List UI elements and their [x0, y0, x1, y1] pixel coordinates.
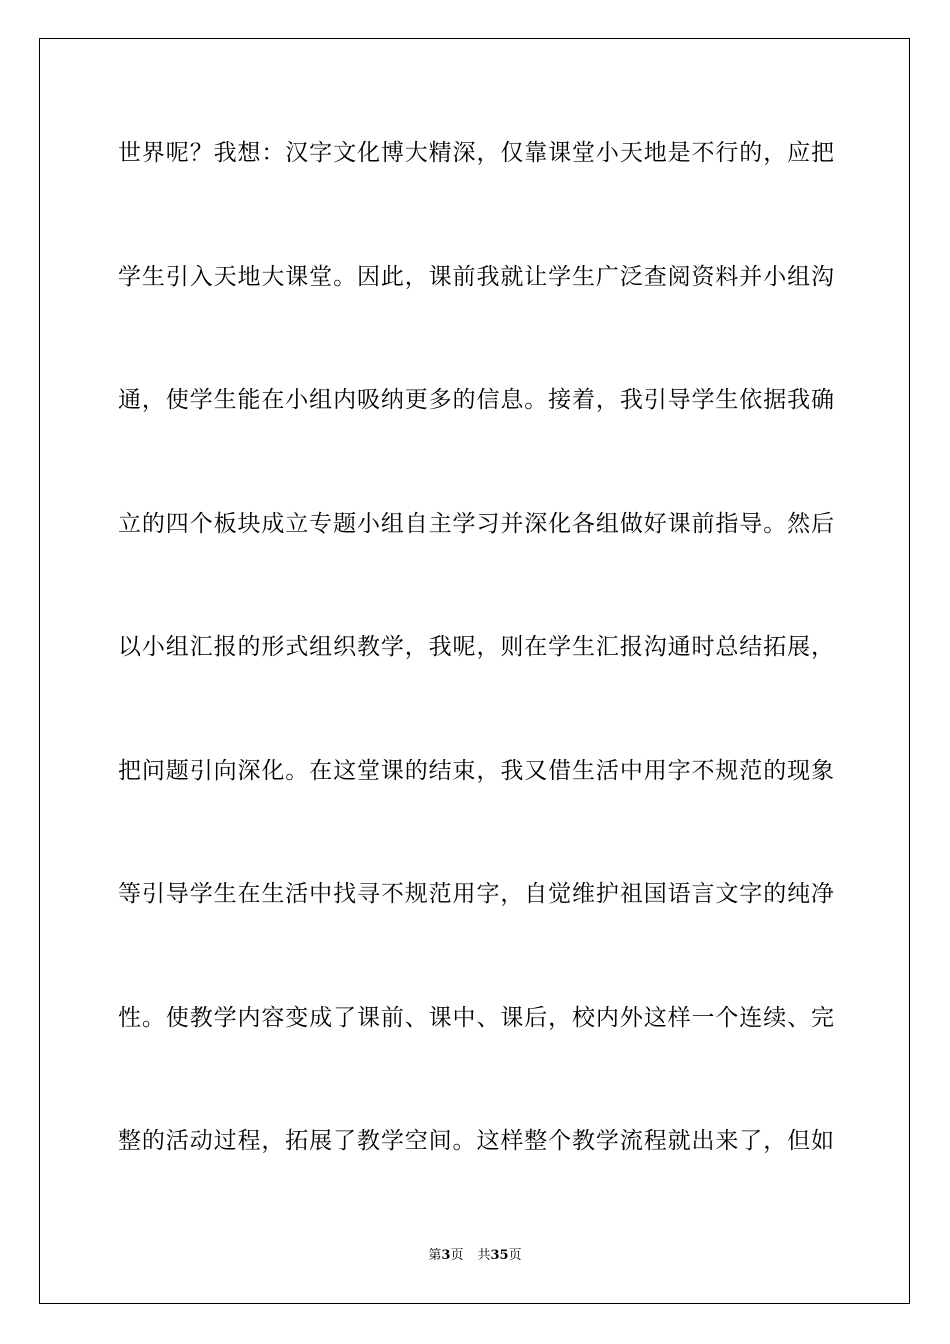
body-line-2: 学生引入天地大课堂。因此，课前我就让学生广泛查阅资料并小组沟 [118, 264, 834, 290]
body-line-7: 等引导学生在生活中找寻不规范用字，自觉维护祖国语言文字的纯净 [118, 881, 834, 907]
footer-page-prefix: 第 [428, 1248, 442, 1263]
page-border [39, 38, 910, 1304]
body-line-9: 整的活动过程，拓展了教学空间。这样整个教学流程就出来了，但如 [118, 1128, 834, 1154]
body-line-8: 性。使教学内容变成了课前、课中、课后，校内外这样一个连续、完 [118, 1005, 834, 1031]
footer-total-prefix: 共 [477, 1248, 491, 1263]
footer-total-pages: 35 [490, 1248, 509, 1263]
footer-page-suffix: 页 [450, 1248, 464, 1263]
page-footer [0, 1247, 950, 1265]
body-line-3: 通，使学生能在小组内吸纳更多的信息。接着，我引导学生依据我确 [118, 387, 834, 413]
body-line-6: 把问题引向深化。在这堂课的结束，我又借生活中用字不规范的现象 [118, 758, 834, 784]
body-line-1: 世界呢？我想：汉字文化博大精深，仅靠课堂小天地是不行的，应把 [118, 140, 834, 166]
body-line-4: 立的四个板块成立专题小组自主学习并深化各组做好课前指导。然后 [118, 511, 834, 537]
body-line-5: 以小组汇报的形式组织教学，我呢，则在学生汇报沟通时总结拓展， [118, 634, 834, 660]
footer-total-suffix: 页 [508, 1248, 522, 1263]
footer-page-number: 3 [441, 1248, 451, 1263]
